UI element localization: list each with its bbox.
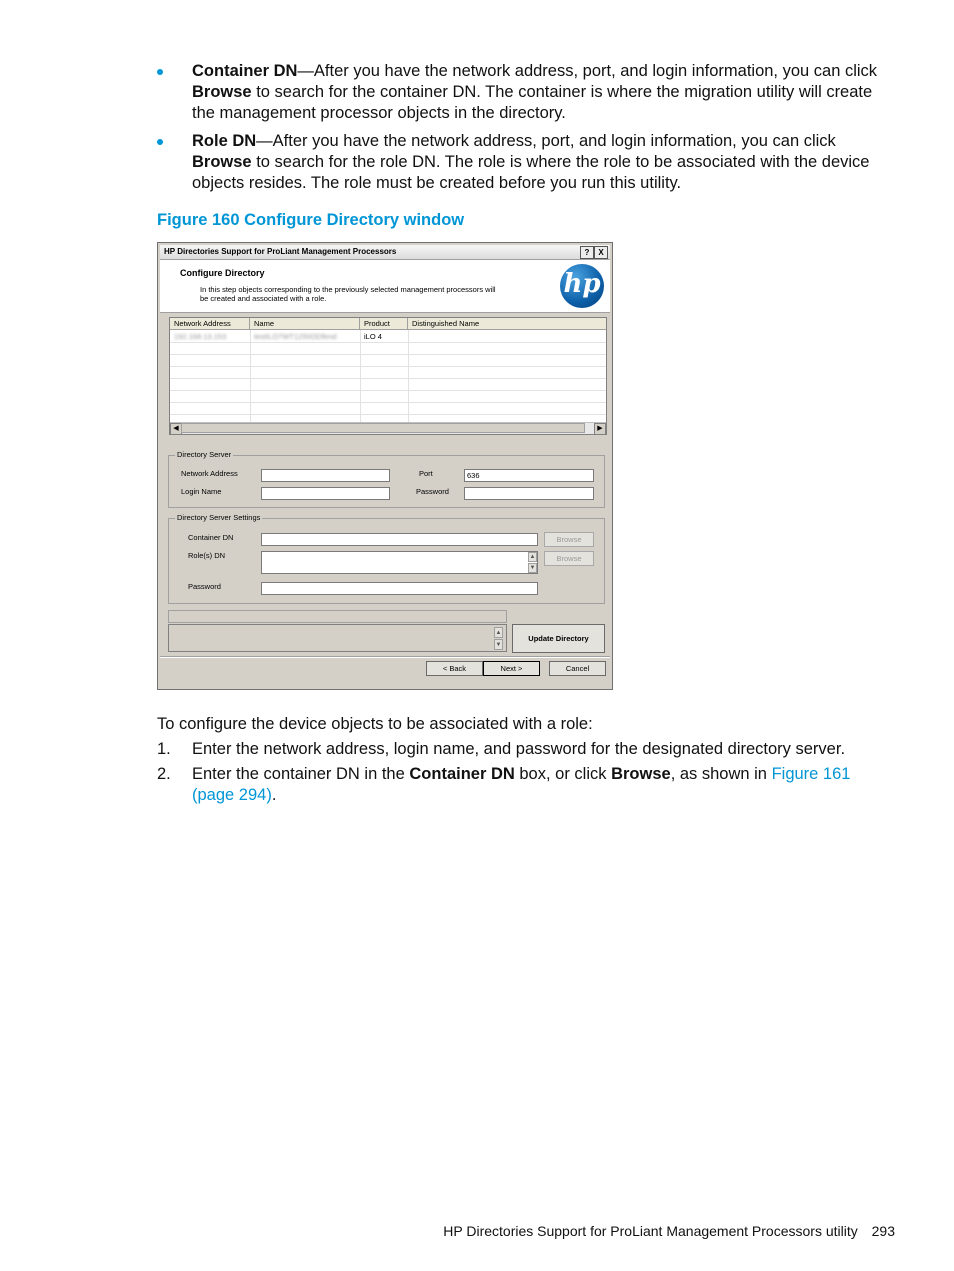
roles-dn-scroll-up-icon[interactable]: ▲ [529,554,536,560]
scroll-thumb[interactable] [181,423,585,433]
bullet-marker [157,139,163,145]
bullet-role-dn: Role DN—After you have the network address, port, and login information, you can click Browse to search for the role DN. The role is where the role to be associated with the device objects resides. The role must be created before you run this utility. [192,132,870,192]
wizard-header [160,260,610,313]
page-number: 293 [871,1223,895,1239]
page-footer [443,1223,895,1239]
network-address-label: Network Address [181,469,238,478]
login-name-input[interactable] [261,487,390,500]
step-heading: Configure Directory [180,268,265,278]
column-header-product[interactable]: Product [360,318,408,330]
settings-password-input[interactable] [261,582,538,595]
row-divider [170,390,606,391]
roles-dn-browse-button[interactable]: Browse [544,551,594,566]
window-title-bar [160,245,610,260]
hp-logo-icon: hp [560,264,604,308]
network-address-input[interactable] [261,469,390,482]
roles-dn-input[interactable] [261,551,538,574]
close-button[interactable]: X [594,246,608,259]
window-title: HP Directories Support for ProLiant Management Processors [164,247,397,256]
login-name-label: Login Name [181,487,222,496]
step-description: In this step objects corresponding to the previously selected management processors will be created and associated with a role. [200,285,496,303]
settings-password-label: Password [188,582,221,591]
column-divider [360,330,361,422]
roles-dn-label: Role(s) DN [188,551,226,560]
container-dn-label: Container DN [188,533,234,542]
footer-divider [160,656,610,658]
cell-product: iLO 4 [364,332,382,341]
container-dn-input[interactable] [261,533,538,546]
container-dn-browse-button[interactable]: Browse [544,532,594,547]
help-button[interactable]: ? [580,246,594,259]
cell-name: testILO7WT1250ODfend [254,332,337,341]
row-divider [170,354,606,355]
footer-title: HP Directories Support for ProLiant Management Processors utility [443,1223,858,1239]
row-divider [170,366,606,367]
intro-paragraph: To configure the device objects to be associated with a role: [157,715,593,733]
bullet-container-dn: Container DN—After you have the network address, port, and login information, you can click Browse to search for the container DN. The container is where the migration utility will create the management processor objects in the directory. [192,62,878,122]
port-label: Port [419,469,433,478]
progress-bar [168,610,507,623]
back-button[interactable]: < Back [426,661,483,676]
column-header-network-address[interactable]: Network Address [170,318,250,330]
column-divider [250,330,251,422]
group-legend: Directory Server [177,450,232,459]
column-header-name[interactable]: Name [250,318,360,330]
row-divider [170,414,606,415]
column-divider [408,330,409,422]
cancel-button[interactable]: Cancel [549,661,606,676]
directory-server-group [168,450,605,508]
page-294-link[interactable]: (page 294) [192,786,272,804]
figure-caption: Figure 160 Configure Directory window [157,211,465,229]
row-divider [170,342,606,343]
next-button[interactable]: Next > [483,661,540,676]
log-scroll-down-icon[interactable]: ▼ [494,639,503,650]
update-directory-button[interactable]: Update Directory [512,624,605,653]
configure-directory-window [157,242,613,690]
step-2-number: 2. [157,765,171,783]
processor-table [169,317,607,435]
scroll-left-icon[interactable]: ◀ [170,423,182,435]
column-header-distinguished-name[interactable]: Distinguished Name [408,318,606,330]
directory-server-settings-group [168,513,605,604]
table-row[interactable] [170,330,606,342]
password-input[interactable] [464,487,594,500]
step-1-text: Enter the network address, login name, and password for the designated directory server. [192,740,846,758]
roles-dn-scroll-down-icon[interactable]: ▼ [529,565,536,571]
group-legend: Directory Server Settings [177,513,261,522]
step-2-text: Enter the container DN in the Container DN box, or click Browse, as shown in Figure 161 (page 294). [192,765,851,804]
scroll-right-icon[interactable]: ▶ [594,423,606,435]
figure-161-link[interactable]: Figure 161 [771,765,851,783]
step-1-number: 1. [157,740,171,758]
row-divider [170,402,606,403]
row-divider [170,378,606,379]
bullet-marker [157,69,163,75]
password-label: Password [416,487,449,496]
port-input[interactable]: 636 [464,469,594,482]
log-scroll-up-icon[interactable]: ▲ [494,627,503,638]
status-log [168,624,507,652]
cell-network-address: 192.168.13.153 [174,332,227,341]
horizontal-scrollbar[interactable] [170,422,606,434]
